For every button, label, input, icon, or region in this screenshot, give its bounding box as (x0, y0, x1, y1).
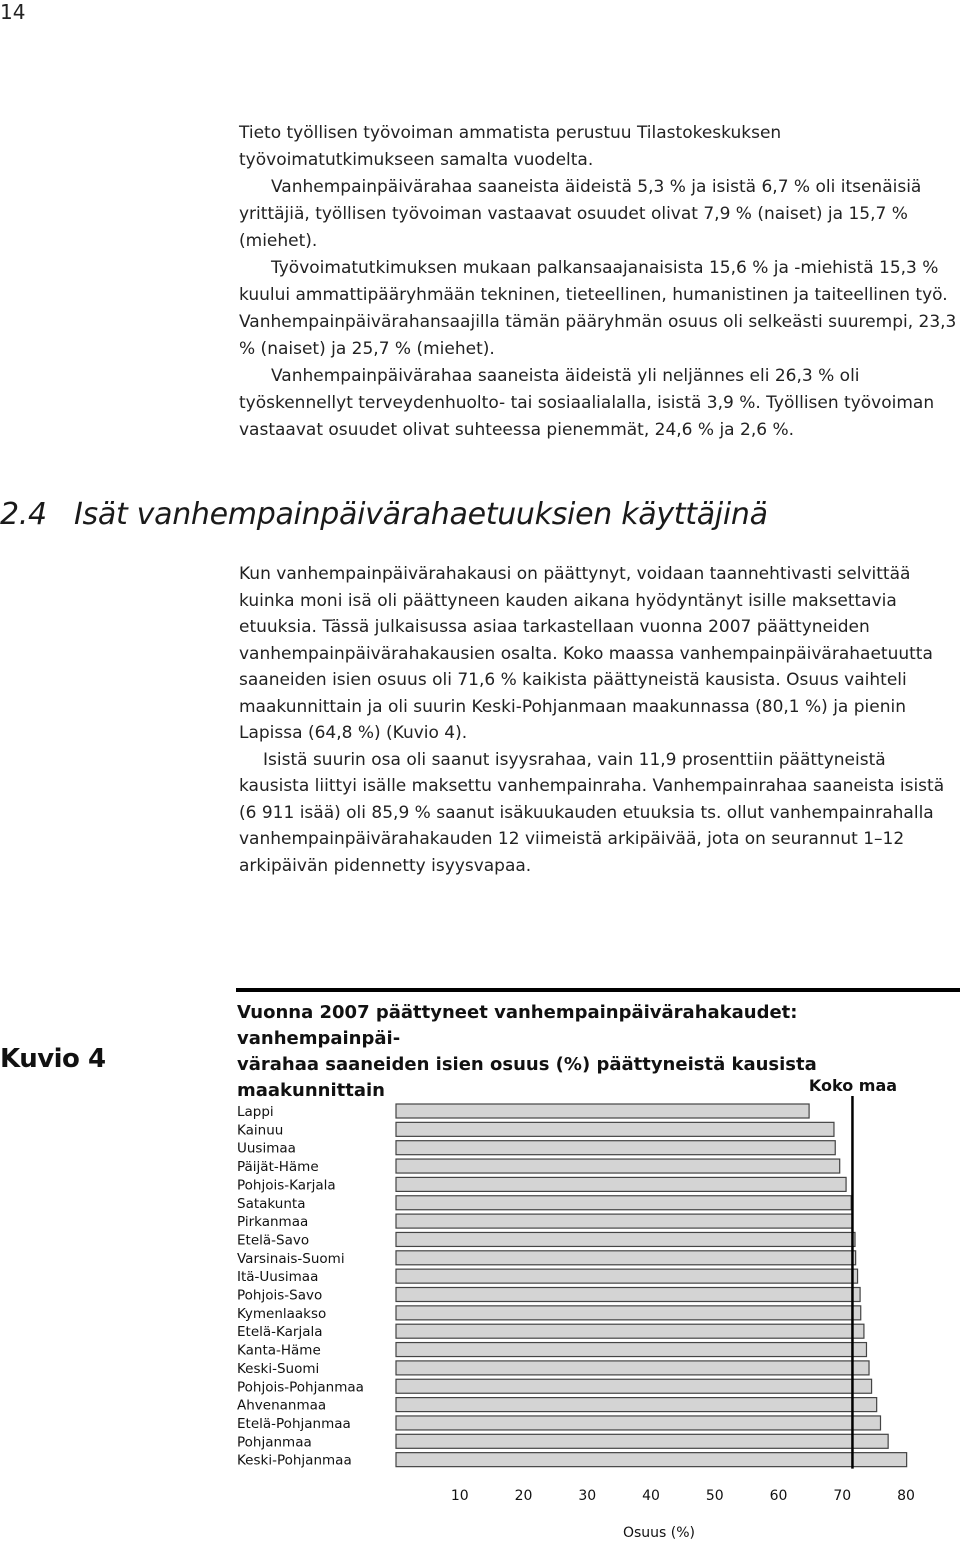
bar (396, 1324, 864, 1338)
intro-paragraph: Työvoimatutkimuksen mukaan palkansaajanaisista 15,6 % ja -miehistä 15,3 % kuului ammattipääryhmään tekninen, tieteellinen, humanistinen ja taiteellinen työ. Vanhempainpäivärahansaajilla tämän pääryhmän osuus oli selkeästi suurempi, 23,3 % (naiset) ja 25,7 % (miehet). (239, 258, 957, 359)
category-label: Etelä-Karjala (237, 1324, 323, 1341)
bar (396, 1288, 860, 1302)
category-label: Pirkanmaa (237, 1214, 309, 1231)
bar (396, 1214, 852, 1228)
bar (396, 1379, 872, 1393)
category-label: Etelä-Savo (237, 1232, 310, 1249)
bar (396, 1361, 869, 1375)
bar-chart (0, 1060, 960, 1546)
reference-line-label: Koko maa (808, 1076, 898, 1095)
category-label: Kanta-Häme (237, 1342, 321, 1359)
category-label: Varsinais-Suomi (237, 1250, 345, 1267)
section-paragraph: Kun vanhempainpäivärahakausi on päättynyt, voidaan taannehtivasti selvittää kuinka moni isä oli päättyneen kauden aikana hyödyntänyt isille maksettavia etuuksia. Tässä julkaisussa asiaa tarkastellaan vuonna 2007 päättyneiden vanhempainpäivärahakausien osalta. Koko maassa vanhempainpäivärahaetuutta saaneiden isien osuus oli 71,6 % kaikista päättyneistä kausista. Osuus vaihteli maakunnittain ja oli suurin Keski-Pohjanmaan maakunnassa (80,1 %) ja pienin Lapissa (64,8 %) (Kuvio 4). (239, 564, 933, 743)
bar (396, 1434, 888, 1448)
bar (396, 1416, 881, 1430)
x-tick-label: 10 (450, 1488, 469, 1504)
category-label: Päijät-Häme (237, 1159, 319, 1176)
category-labels (237, 1104, 364, 1469)
intro-paragraph: Tieto työllisen työvoiman ammatista perustuu Tilastokeskuksen työvoimatutkimukseen samalta vuodelta. (239, 123, 782, 170)
intro-text (239, 120, 960, 444)
bars (396, 1104, 907, 1467)
bar (396, 1159, 840, 1173)
x-tick-label: 80 (897, 1488, 915, 1504)
bar (396, 1177, 846, 1191)
bar (396, 1251, 856, 1265)
section-number: 2.4 (0, 497, 47, 532)
bar (396, 1141, 835, 1155)
category-label: Etelä-Pohjanmaa (237, 1415, 351, 1432)
bar (396, 1122, 834, 1136)
category-label: Keski-Suomi (237, 1360, 320, 1377)
bar (396, 1306, 861, 1320)
section-title: Isät vanhempainpäivärahaetuuksien käyttäjinä (74, 497, 768, 532)
bar (396, 1453, 907, 1467)
page-number: 14 (0, 0, 26, 24)
figure-title-line: Vuonna 2007 päättyneet vanhempainpäivärahakaudet: vanhempainpäi- (237, 1002, 798, 1049)
category-label: Kymenlaakso (237, 1305, 327, 1322)
x-axis-label: Osuus (%) (622, 1525, 696, 1541)
bar (396, 1196, 851, 1210)
intro-paragraph: Vanhempainpäivärahaa saaneista äideistä yli neljännes eli 26,3 % oli työskennellyt terveydenhuolto- tai sosiaalialalla, isistä 3,9 %. Työllisen työvoiman vastaavat osuudet olivat suhteessa pienemmät, 24,6 % ja 2,6 %. (239, 366, 935, 440)
x-tick-label: 70 (833, 1488, 852, 1504)
category-label: Keski-Pohjanmaa (237, 1452, 352, 1469)
section-heading (0, 497, 768, 532)
x-tick-label: 50 (705, 1488, 724, 1504)
category-label: Ahvenanmaa (237, 1397, 327, 1414)
category-label: Lappi (237, 1104, 274, 1120)
x-tick-label: 40 (642, 1488, 660, 1504)
x-tick-label: 20 (514, 1488, 533, 1504)
bar (396, 1269, 858, 1283)
category-label: Pohjanmaa (237, 1434, 312, 1451)
intro-paragraph: Vanhempainpäivärahaa saaneista äideistä 5,3 % ja isistä 6,7 % oli itsenäisiä yrittäjiä, työllisen työvoiman vastaavat osuudet olivat 7,9 % (naiset) ja 15,7 % (miehet). (239, 177, 922, 251)
bar (396, 1398, 877, 1412)
figure-label: Kuvio 4 (0, 1044, 106, 1074)
bar (396, 1232, 855, 1246)
bar (396, 1104, 809, 1118)
category-label: Pohjois-Savo (237, 1287, 323, 1304)
category-label: Uusimaa (237, 1140, 296, 1157)
category-label: Kainuu (237, 1122, 284, 1139)
x-tick-labels (451, 1488, 915, 1504)
x-tick-label: 60 (769, 1488, 788, 1504)
section-text (239, 561, 960, 879)
category-label: Pohjois-Karjala (237, 1177, 336, 1194)
bar (396, 1343, 866, 1357)
category-label: Satakunta (237, 1195, 306, 1212)
figure-top-rule (236, 988, 960, 992)
category-label: Pohjois-Pohjanmaa (237, 1379, 364, 1396)
category-label: Itä-Uusimaa (237, 1269, 319, 1286)
section-paragraph: Isistä suurin osa oli saanut isyysrahaa, vain 11,9 prosenttiin päättyneistä kausista liittyi isälle maksettu vanhempainraha. Vanhempainrahaa saaneista isistä (6 911 isää) oli 85,9 % saanut isäkuukauden etuuksia ts. ollut vanhempainrahalla vanhempainpäivärahakauden 12 viimeistä arkipäivää, jota on seurannut 1–12 arkipäivän pidennetty isyysvapaa. (239, 749, 945, 876)
x-tick-label: 30 (578, 1488, 597, 1504)
figure-title-line: värahaa saaneiden isien osuus (%) päättyneistä kausista maakunnittain (237, 1054, 817, 1101)
